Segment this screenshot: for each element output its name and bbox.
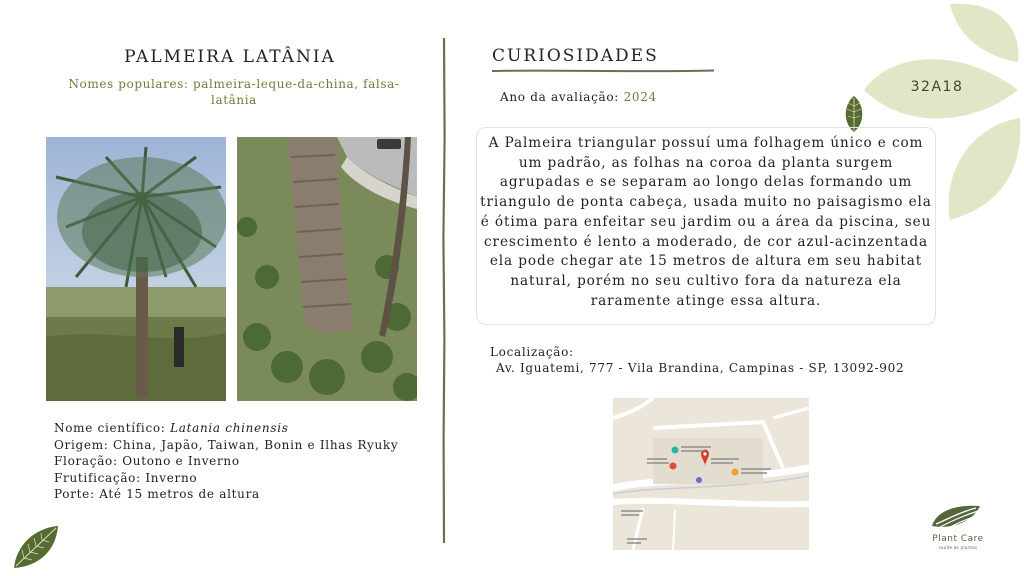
size-text: Porte: Até 15 metros de altura [54, 487, 260, 501]
flowering-text: Floração: Outono e Inverno [54, 454, 240, 468]
location-label: Localização: [490, 345, 574, 359]
curiosities-title: CURIOSIDADES [492, 46, 659, 66]
plant-code: 32A18 [910, 79, 964, 95]
title-underline [492, 68, 714, 74]
plant-details [54, 420, 404, 503]
plant-care-logo-icon [930, 502, 982, 534]
scientific-name-label: Nome científico: [54, 421, 166, 435]
popular-names: Nomes populares: palmeira-leque-da-china, falsa-latânia [68, 77, 400, 107]
vertical-divider [442, 38, 446, 543]
brand-name: Plant Care [932, 534, 984, 544]
evaluation-year-value: 2024 [623, 90, 657, 104]
fruiting-text: Frutificação: Inverno [54, 470, 198, 485]
plant-photo-trunk [237, 137, 417, 401]
evaluation-year [500, 90, 657, 104]
location-map[interactable] [613, 398, 809, 550]
plant-name-title: PALMEIRA LATÂNIA [124, 47, 336, 67]
brand-tagline: saúde às plantas [938, 545, 978, 550]
origin-text: Origem: China, Japão, Taiwan, Bonin e Ilhas Ryuky [54, 437, 399, 452]
plant-photo-full [46, 137, 226, 401]
leaf-icon [10, 522, 62, 570]
evaluation-year-label: Ano da avaliação: [500, 90, 620, 104]
location-address: Av. Iguatemi, 777 - Vila Brandina, Campinas - SP, 13092-902 [496, 361, 905, 375]
scientific-name: Latania chinensis [170, 421, 289, 435]
curiosities-text: A Palmeira triangular possuí uma folhagem único e com um padrão, as folhas na coroa da planta surgem agrupadas e se separam ao longo delas formando um triangulo de ponta cabeça, usada muito no paisagismo ela é ótima para enfeitar seu jardim ou a área da piscina, seu crescimento é lento a moderado, de cor azul-acinzentada ela pode chegar ate 15 metros de altura em seu habitat natural, porém no seu cultivo fora da natureza ela raramente atinge essa altura. [480, 135, 932, 309]
